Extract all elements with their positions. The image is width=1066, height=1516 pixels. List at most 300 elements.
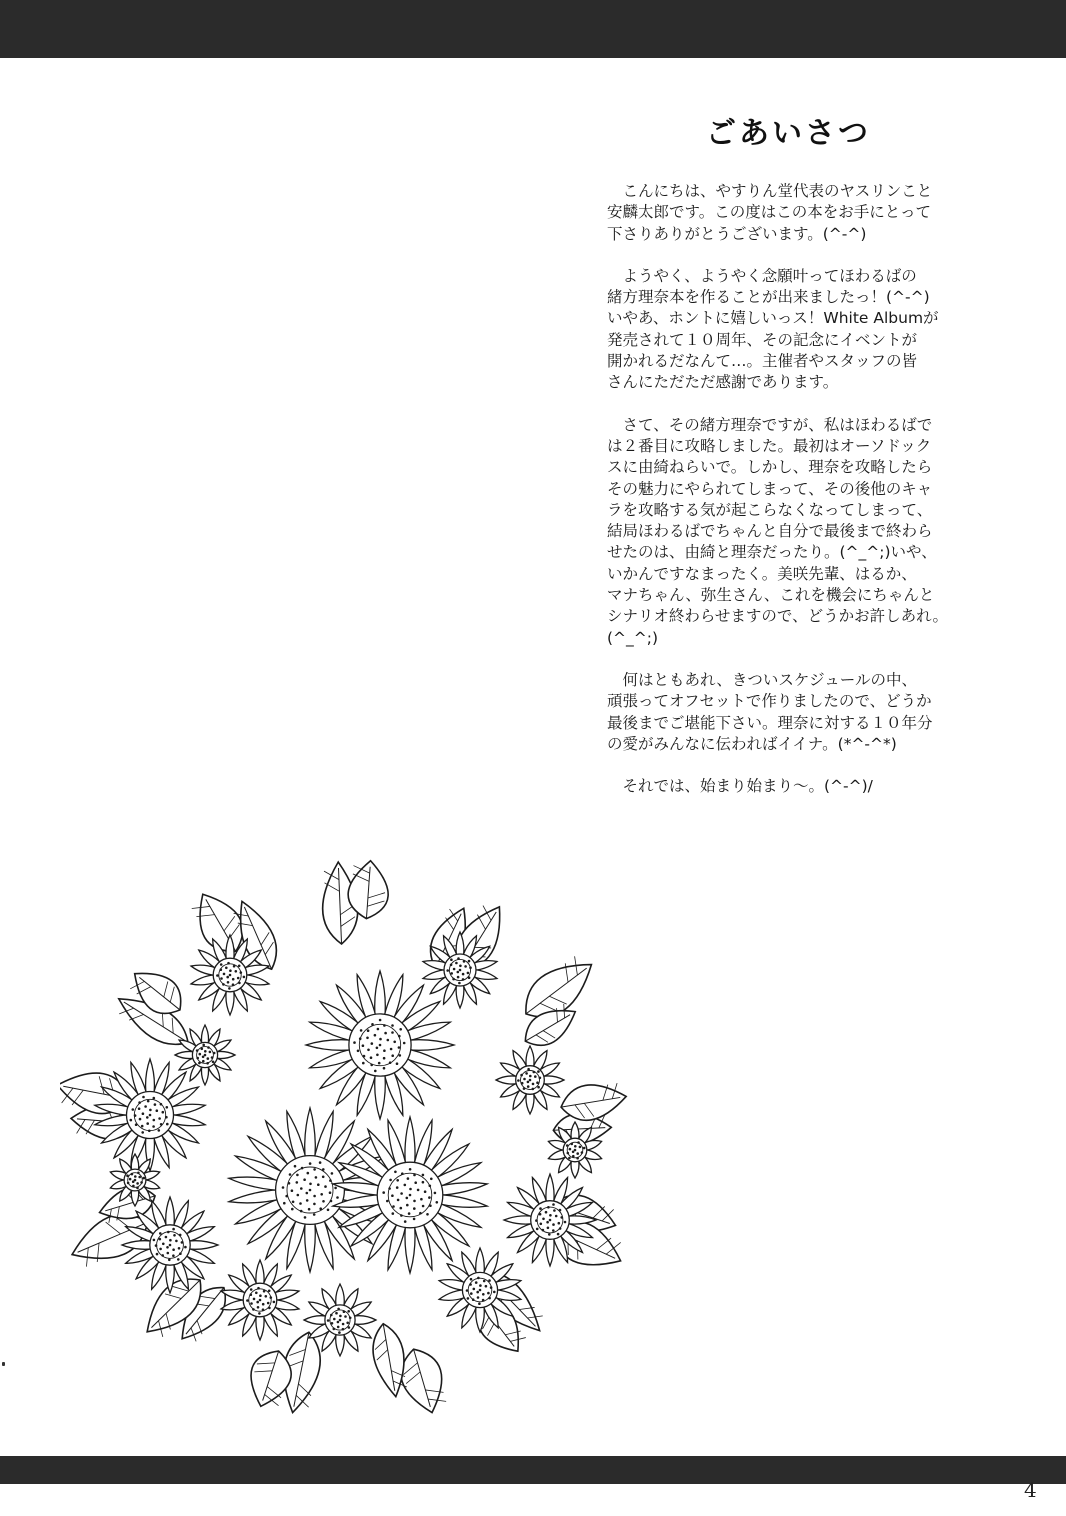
seed-dot <box>324 1185 327 1188</box>
seed-dot <box>259 1299 262 1302</box>
seed-dot <box>148 1130 151 1133</box>
seed-dot <box>138 1176 141 1179</box>
seed-dot <box>140 1181 143 1184</box>
seed-dot <box>177 1258 180 1261</box>
seed-dot <box>521 1082 524 1085</box>
seed-dot <box>143 1177 146 1180</box>
seed-dot <box>413 1218 416 1221</box>
seed-dot <box>330 1200 333 1203</box>
text-line: 安麟太郎です。この度はこの本をお手にとって <box>607 203 931 222</box>
seed-dot <box>225 967 228 970</box>
seed-dot <box>574 1145 577 1148</box>
seed-dot <box>337 1321 340 1324</box>
seed-dot <box>339 1315 342 1318</box>
seed-dot <box>257 1306 260 1309</box>
seed-dot <box>238 982 241 985</box>
seed-dot <box>379 1019 382 1022</box>
seed-dot <box>523 1087 526 1090</box>
seed-dot <box>172 1248 175 1251</box>
seed-dot <box>250 1293 253 1296</box>
seed-dot <box>149 1114 152 1117</box>
seed-dot <box>202 1056 205 1059</box>
seed-dot <box>211 1056 214 1059</box>
seed-dot <box>359 1037 362 1040</box>
seed-dot <box>353 1041 356 1044</box>
seed-dot <box>384 1032 387 1035</box>
seed-dot <box>462 973 465 976</box>
bottom-crop-bar <box>0 1456 1066 1484</box>
seed-dot <box>152 1125 155 1128</box>
seed-dot <box>160 1123 163 1126</box>
seed-dot <box>536 1081 539 1084</box>
seed-dot <box>517 1079 520 1082</box>
text-line: ラを攻略する気が起こらなくなってしまって、 <box>607 500 933 519</box>
seed-dot <box>422 1181 425 1184</box>
seed-dot <box>391 1054 394 1057</box>
seed-dot <box>537 1070 540 1073</box>
seed-dot <box>577 1141 580 1144</box>
seed-dot <box>529 1075 532 1078</box>
seed-dot <box>374 1070 377 1073</box>
seed-dot <box>557 1233 560 1236</box>
seed-dot <box>297 1194 300 1197</box>
seed-dot <box>139 1118 142 1121</box>
seed-dot <box>409 1168 412 1171</box>
seed-dot <box>407 1177 410 1180</box>
seed-dot <box>165 1116 168 1119</box>
seed-dot <box>270 1296 273 1299</box>
seed-dot <box>482 1293 485 1296</box>
seed-dot <box>559 1209 562 1212</box>
seed-dot <box>207 1046 210 1049</box>
seed-dot <box>283 1202 286 1205</box>
seed-dot <box>477 1277 480 1280</box>
seed-dot <box>322 1200 325 1203</box>
seed-dot <box>379 1038 382 1041</box>
seed-dot <box>390 1048 393 1051</box>
seed-dot <box>159 1232 162 1235</box>
seed-dot <box>371 1023 374 1026</box>
seed-dot <box>259 1294 262 1297</box>
seed-dot <box>250 1288 253 1291</box>
seed-dot <box>399 1028 402 1031</box>
seed-dot <box>216 974 219 977</box>
seed-dot <box>196 1049 199 1052</box>
seed-dot <box>207 1057 210 1060</box>
seed-dot <box>469 1283 472 1286</box>
seed-dot <box>457 971 460 974</box>
seed-dot <box>126 1174 129 1177</box>
seed-dot <box>156 1253 159 1256</box>
seed-dot <box>397 1199 400 1202</box>
text-line: さんにただただ感謝であります。 <box>607 373 839 392</box>
seed-dot <box>560 1216 563 1219</box>
seed-dot <box>223 973 226 976</box>
seed-dot <box>430 1178 433 1181</box>
seed-dot <box>301 1167 304 1170</box>
seed-dot <box>131 1173 134 1176</box>
seed-dot <box>406 1197 409 1200</box>
text-line: こんにちは、やすりん堂代表のヤスリンこと <box>607 182 933 200</box>
seed-dot <box>135 1123 138 1126</box>
seed-dot <box>463 960 466 963</box>
seed-dot <box>370 1064 373 1067</box>
text-line: スに由綺ねらいで。しかし、理奈を攻略したら <box>607 458 933 477</box>
seed-dot <box>262 1308 265 1311</box>
paragraph <box>607 415 987 649</box>
seed-dot <box>382 1191 385 1194</box>
seed-dot <box>158 1129 161 1132</box>
seed-dot <box>246 1299 249 1302</box>
seed-dot <box>153 1119 156 1122</box>
seed-dot <box>552 1223 555 1226</box>
seed-dot <box>527 1085 530 1088</box>
seed-dot <box>404 1220 407 1223</box>
seed-dot <box>238 965 241 968</box>
seed-dot <box>542 1218 545 1221</box>
seed-dot <box>253 1298 256 1301</box>
seed-dot <box>426 1213 429 1216</box>
text-line: せたのは、由綺と理奈だったり。(^_^;)いや、 <box>607 543 937 562</box>
seed-dot <box>169 1239 172 1242</box>
seed-dot <box>539 1213 542 1216</box>
seed-dot <box>146 1122 149 1125</box>
seed-dot <box>377 1028 380 1031</box>
seed-dot <box>306 1199 309 1202</box>
seed-dot <box>165 1236 168 1239</box>
seed-dot <box>300 1187 303 1190</box>
seed-dot <box>149 1109 152 1112</box>
seed-dot <box>452 978 455 981</box>
seed-dot <box>136 1182 139 1185</box>
seed-dot <box>155 1244 158 1247</box>
seed-dot <box>307 1172 310 1175</box>
seed-dot <box>160 1103 163 1106</box>
seed-dot <box>401 1172 404 1175</box>
seed-dot <box>229 974 232 977</box>
seed-dot <box>370 1056 373 1059</box>
seed-dot <box>204 1050 207 1053</box>
seed-dot <box>396 1179 399 1182</box>
seed-dot <box>322 1168 325 1171</box>
text-line: の愛がみんなに伝わればイイナ。(*^-^*) <box>607 734 897 753</box>
seed-dot <box>132 1180 135 1183</box>
seed-dot <box>202 1060 205 1063</box>
seed-dot <box>233 965 236 968</box>
seed-dot <box>493 1291 496 1294</box>
text-line: マナちゃん、弥生さん、これを機会にちゃんと <box>607 586 935 605</box>
seed-dot <box>404 1184 407 1187</box>
seed-dot <box>413 1200 416 1203</box>
seed-dot <box>144 1105 147 1108</box>
seed-dot <box>572 1151 575 1154</box>
seed-dot <box>292 1201 295 1204</box>
seed-dot <box>527 1081 530 1084</box>
text-line: いかんですなまったく。美咲先輩、はるか、 <box>607 564 917 583</box>
seed-dot <box>252 1308 255 1311</box>
seed-dot <box>146 1116 149 1119</box>
seed-dot <box>414 1181 417 1184</box>
seed-dot <box>581 1151 584 1154</box>
seed-dot <box>567 1152 570 1155</box>
seed-dot <box>417 1189 420 1192</box>
seed-dot <box>337 1326 340 1329</box>
seed-dot <box>184 1246 187 1249</box>
seed-dot <box>175 1240 178 1243</box>
seed-dot <box>132 1185 135 1188</box>
text-line: 頑張ってオフセットで作りましたので、どうか <box>607 692 932 711</box>
seed-dot <box>564 1221 567 1224</box>
seed-dot <box>455 962 458 965</box>
seed-dot <box>291 1208 294 1211</box>
seed-dot <box>196 1057 199 1060</box>
seed-dot <box>485 1285 488 1288</box>
seed-dot <box>243 976 246 979</box>
text-line: (^_^;) <box>607 628 659 647</box>
seed-dot <box>532 1083 535 1086</box>
seed-dot <box>549 1214 552 1217</box>
seed-dot <box>367 1049 370 1052</box>
paragraph <box>607 181 987 245</box>
seed-dot <box>349 1317 352 1320</box>
seed-dot <box>169 1244 172 1247</box>
seed-dot <box>212 1061 215 1064</box>
seed-dot <box>479 1289 482 1292</box>
seed-dot <box>357 1050 360 1053</box>
seed-dot <box>419 1212 422 1215</box>
seed-dot <box>386 1200 389 1203</box>
flower-bouquet-illustration <box>60 850 650 1430</box>
seed-dot <box>227 962 230 965</box>
seed-dot <box>240 971 243 974</box>
page-heading: ごあいさつ <box>706 116 871 151</box>
text-line: ようやく、ようやく念願叶ってほわるばの <box>607 266 917 285</box>
seed-dot <box>548 1233 551 1236</box>
text-line: その魅力にやられてしまって、その後他のキャ <box>607 479 933 498</box>
seed-dot <box>576 1152 579 1155</box>
seed-dot <box>130 1119 133 1122</box>
seed-dot <box>172 1228 175 1231</box>
seed-dot <box>539 1077 542 1080</box>
seed-dot <box>367 1029 370 1032</box>
seed-dot <box>127 1182 130 1185</box>
seed-dot <box>555 1215 558 1218</box>
seed-dot <box>299 1202 302 1205</box>
seed-dot <box>553 1209 556 1212</box>
seed-dot <box>173 1234 176 1237</box>
seed-dot <box>331 1322 334 1325</box>
seed-dot <box>540 1223 543 1226</box>
seed-dot <box>268 1290 271 1293</box>
seed-dot <box>371 1042 374 1045</box>
seed-dot <box>333 1318 336 1321</box>
seed-dot <box>360 1029 363 1032</box>
seed-dot <box>458 982 461 985</box>
seed-dot <box>424 1190 427 1193</box>
seed-dot <box>376 1047 379 1050</box>
seed-dot <box>329 1179 332 1182</box>
seed-dot <box>273 1301 276 1304</box>
seed-dot <box>525 1072 528 1075</box>
seed-dot <box>383 1049 386 1052</box>
seed-dot <box>304 1216 307 1219</box>
seed-dot <box>527 1068 530 1071</box>
seed-dot <box>533 1071 536 1074</box>
seed-dot <box>257 1287 260 1290</box>
text-line: 下さりありがとうございます。(^-^) <box>607 224 867 243</box>
seed-dot <box>285 1195 288 1198</box>
seed-dot <box>348 1326 351 1329</box>
seed-dot <box>313 1168 316 1171</box>
seed-dot <box>344 1315 347 1318</box>
seed-dot <box>422 1174 425 1177</box>
seed-dot <box>220 963 223 966</box>
seed-dot <box>398 1035 401 1038</box>
text-line: 開かれるだなんて…。主催者やスタッフの皆 <box>607 352 918 371</box>
seed-dot <box>342 1328 345 1331</box>
seed-dot <box>342 1323 345 1326</box>
seed-dot <box>300 1210 303 1213</box>
seed-dot <box>413 1207 416 1210</box>
seed-dot <box>206 1062 209 1065</box>
text-line: 結局ほわるばでちゃんと自分で最後まで終わら <box>607 522 933 541</box>
seed-dot <box>366 1037 369 1040</box>
seed-dot <box>466 1289 469 1292</box>
seed-dot <box>457 976 460 979</box>
seed-dot <box>568 1157 571 1160</box>
seed-dot <box>482 1299 485 1302</box>
text-line: それでは、始まり始まり～。(^-^)/ <box>607 777 873 796</box>
seed-dot <box>258 1312 261 1315</box>
seed-dot <box>161 1254 164 1257</box>
text-line: は２番目に攻略しました。最初はオーソドック <box>607 436 932 455</box>
seed-dot <box>167 1252 170 1255</box>
top-crop-bar <box>0 0 1066 58</box>
seed-dot <box>362 1062 365 1065</box>
seed-dot <box>202 1044 205 1047</box>
seed-dot <box>309 1183 312 1186</box>
seed-dot <box>313 1195 316 1198</box>
seed-dot <box>475 1281 478 1284</box>
seed-dot <box>142 1112 145 1115</box>
seed-dot <box>391 1194 394 1197</box>
seed-dot <box>400 1192 403 1195</box>
text-line: 緒方理奈本を作ることが出来ましたっ！(^-^) <box>607 288 930 307</box>
seed-dot <box>138 1101 141 1104</box>
seed-dot <box>319 1207 322 1210</box>
seed-dot <box>467 972 470 975</box>
seed-dot <box>327 1209 330 1212</box>
seed-dot <box>237 977 240 980</box>
seed-dot <box>289 1173 292 1176</box>
seed-dot <box>376 1054 379 1057</box>
seed-dot <box>559 1227 562 1230</box>
seed-dot <box>409 1194 412 1197</box>
seed-dot <box>320 1193 323 1196</box>
seed-dot <box>374 1034 377 1037</box>
seed-dot <box>552 1203 555 1206</box>
seed-dot <box>479 1284 482 1287</box>
seed-dot <box>141 1125 144 1128</box>
seed-dot <box>178 1247 181 1250</box>
seed-dot <box>162 1243 165 1246</box>
seed-dot <box>457 957 460 960</box>
seed-dot <box>296 1181 299 1184</box>
seed-dot <box>141 1131 144 1134</box>
seed-dot <box>473 1288 476 1291</box>
seed-dot <box>488 1279 491 1282</box>
seed-dot <box>535 1219 538 1222</box>
seed-dot <box>319 1161 322 1164</box>
seed-dot <box>315 1176 318 1179</box>
seed-dot <box>327 1319 330 1322</box>
text-line: さて、その緒方理奈ですが、私はほわるばで <box>607 415 933 434</box>
seed-dot <box>446 969 449 972</box>
scan-speck <box>2 1362 5 1366</box>
seed-dot <box>383 1067 386 1070</box>
seed-dot <box>220 977 223 980</box>
seed-dot <box>134 1175 137 1178</box>
seed-dot <box>569 1148 572 1151</box>
seed-dot <box>343 1310 346 1313</box>
seed-dot <box>262 1303 265 1306</box>
seed-dot <box>450 958 453 961</box>
seed-dot <box>576 1157 579 1160</box>
text-line: 発売されて１０周年、その記念にイベントが <box>607 330 918 349</box>
seed-dot <box>227 981 230 984</box>
seed-dot <box>542 1229 545 1232</box>
paragraph <box>607 776 987 797</box>
seed-dot <box>383 1057 386 1060</box>
seed-dot <box>296 1174 299 1177</box>
seed-dot <box>394 1171 397 1174</box>
seed-dot <box>572 1155 575 1158</box>
seed-dot <box>470 1278 473 1281</box>
seed-dot <box>583 1147 586 1150</box>
seed-dot <box>198 1062 201 1065</box>
seed-dot <box>539 1207 542 1210</box>
seed-dot <box>434 1192 437 1195</box>
flower-head <box>220 1260 300 1340</box>
seed-dot <box>162 1111 165 1114</box>
seed-dot <box>520 1074 523 1077</box>
seed-dot <box>156 1109 159 1112</box>
seed-dot <box>309 1162 312 1165</box>
seed-dot <box>450 972 453 975</box>
seed-dot <box>347 1310 350 1313</box>
seed-dot <box>179 1252 182 1255</box>
seed-dot <box>529 1079 532 1082</box>
seed-dot <box>159 1238 162 1241</box>
seed-dot <box>462 978 465 981</box>
seed-dot <box>579 1146 582 1149</box>
seed-dot <box>134 1114 137 1117</box>
seed-dot <box>546 1221 549 1224</box>
seed-dot <box>490 1286 493 1289</box>
paragraph <box>607 670 987 755</box>
seed-dot <box>396 1062 399 1065</box>
seed-dot <box>408 1212 411 1215</box>
seed-dot <box>306 1192 309 1195</box>
seed-dot <box>168 1259 171 1262</box>
seed-dot <box>464 965 467 968</box>
seed-dot <box>159 1248 162 1251</box>
seed-dot <box>181 1241 184 1244</box>
seed-dot <box>199 1053 202 1056</box>
seed-dot <box>362 1044 365 1047</box>
seed-dot <box>232 978 235 981</box>
seed-dot <box>383 1024 386 1027</box>
